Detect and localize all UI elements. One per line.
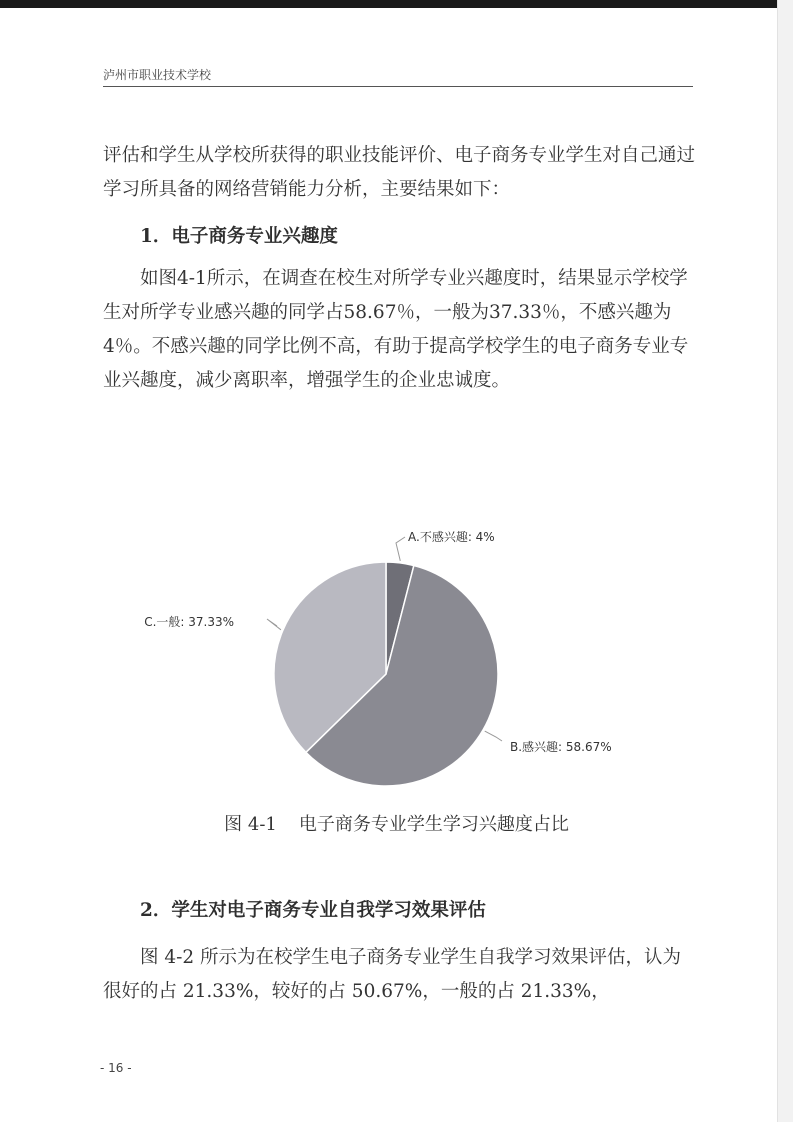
paragraph-interest-text: 如图4-1所示，在调查在校生对所学专业兴趣度时，结果显示学校学生对所学专业感兴趣的同学占58.67％，一般为37.33％，不感兴趣为4％。不感兴趣的同学比例不高，有助于提高学校学生的电子商务专业专业兴趣度，减少离职率，增强学生的企业忠诚度。 (103, 268, 689, 391)
section-heading-1: 1．电子商务专业兴趣度 (140, 226, 338, 247)
pie-slices (274, 562, 498, 786)
pie-leader-line (396, 537, 405, 561)
scan-top-border (0, 0, 793, 8)
pie-slice-label: B.感兴趣: 58.67% (510, 740, 612, 754)
paragraph-interest (103, 262, 695, 398)
header-title: 泸州市职业技术学校 (103, 68, 212, 82)
pie-chart (100, 515, 700, 795)
pie-slice-label: A.不感兴趣: 4% (408, 530, 495, 544)
pie-leader-line (267, 619, 281, 630)
pie-leader-line (485, 731, 502, 741)
page-header (103, 60, 693, 87)
paragraph-self-assessment-text: 图 4-2 所示为在校学生电子商务专业学生自我学习效果评估，认为很好的占 21.33%，较好的占 50.67%，一般的占 21.33%， (103, 947, 682, 1002)
paragraph-intro (103, 139, 695, 207)
figure-caption (0, 810, 793, 836)
paragraph-intro-text: 评估和学生从学校所获得的职业技能评价、电子商务专业学生对自己通过学习所具备的网络营销能力分析，主要结果如下： (103, 145, 696, 200)
pie-slice-label: C.一般: 37.33% (144, 615, 234, 629)
page-number: - 16 - (100, 1061, 132, 1075)
figure-number: 图 4-1 (224, 814, 277, 835)
paragraph-self-assessment (103, 941, 695, 1009)
figure-caption-text: 电子商务专业学生学习兴趣度占比 (298, 814, 569, 835)
section-heading-2: 2．学生对电子商务专业自我学习效果评估 (140, 900, 486, 921)
scan-right-edge (777, 0, 793, 1122)
